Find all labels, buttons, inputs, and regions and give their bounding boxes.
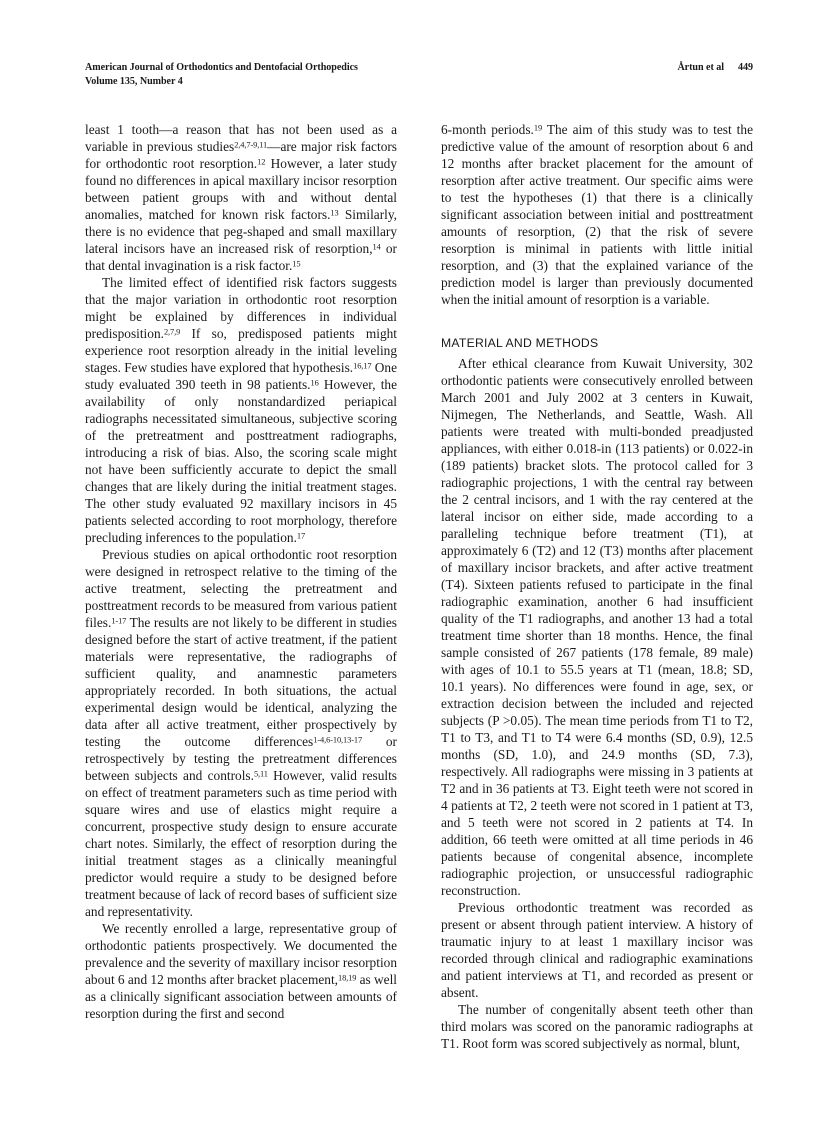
- section-heading-material-and-methods: MATERIAL AND METHODS: [441, 336, 599, 350]
- paragraph: [441, 899, 753, 1001]
- reference-superscript: 5,11: [253, 769, 268, 779]
- text-segment: The aim of this study was to test the predictive value of the amount of resorption about 6 and 12 months after bracket placement for the amount of resorption after active treatment. Our specific aims were to test the hypotheses (1) that there is a clinically significant association between initial and posttreatment amounts of resorption, (2) that the risk of severe resorption is minimal in patients with little initial resorption, and (3) that the explained variance of the prediction model is larger than previously documented when the initial amount of resorption is a variable.: [441, 122, 753, 307]
- left-column: [85, 121, 397, 1036]
- reference-superscript: 13: [330, 208, 339, 218]
- reference-superscript: 19: [533, 123, 543, 133]
- reference-superscript: 1-4,6-10,13-17: [313, 735, 363, 745]
- text-segment: After ethical clearance from Kuwait University, 302 orthodontic patients were consecutively enrolled between March 2001 and July 2002 at 3 centers in Kuwait, Nijmegen, The Netherlands, and Seattle, Wash. All patients were treated with multi-bonded preadjusted appliances, with either 0.018-in (113 patients) or 0.022-in (189 patients) bracket slots. The protocol called for 3 radiographic projections, 1 with the central ray between the 2 central incisors, and 1 with the ray centered at the lateral incisor on either side, made according to a paralleling technique before treatment (T1), at approximately 6 (T2) and 12 (T3) months after placement of maxillary incisor brackets, and after active treatment (T4). Sixteen patients refused to participate in the final radiographic examination, another 6 had insufficient quality of the T1 radiographs, and another 13 had a total treatment time shorter than 18 months. Hence, the final sample consisted of 267 patients (178 female, 89 male) with ages of 10.1 to 55.5 years at T1 (mean, 18.8; SD, 10.1 years). No differences were found in age, sex, or extraction decision between the included and rejected subjects (P >0.05). The mean time periods from T1 to T2, T1 to T3, and T1 to T4 were 6.4 months (SD, 0.9), 12.5 months (SD, 1.0), and 24.9 months (SD, 7.3), respectively. All radiographs were missing in 3 patients at T2 and in 36 patients at T3. Eight teeth were not scored in 4 patients at T2, 2 teeth were not scored in 1 patient at T3, and 5 teeth were not scored in 2 patients at T4. In addition, 66 teeth were omitted at all time periods in 46 patients because of congenital absence, incomplete radiographic projection, or unsuccessful radiographic reconstruction.: [441, 356, 753, 898]
- text-segment: However, the availability of only nonstandardized periapical radiographs necessitated simultaneous, subjective scoring of the pretreatment and posttreatment radiographs, introducing a risk of bias. Also, the scoring scale might not have been sufficiently accurate to depict the small changes that are likely during the initial treatment stages. The other study evaluated 92 maxillary incisors in 45 patients selected according to root morphology, therefore precluding inferences to the population.: [85, 377, 397, 545]
- text-segment: One study evaluated 390 teeth in 98 patients.: [85, 360, 398, 392]
- text-segment: The results are not likely to be different in studies designed before the start of active treatment, if the patient materials were representative, the radiographs of sufficient quality, and anamnestic parameters appropriately recorded. In both situations, the actual experimental design would be identical, analyzing the data after all active treatment, either prospectively by testing the outcome differences: [85, 615, 397, 749]
- text-segment: Previous studies on apical orthodontic root resorption were designed in retrospect relative to the timing of the active treatment, selecting the pretreatment and posttreatment records to be measured from various patient files.: [85, 547, 397, 630]
- running-head-authors-page: [677, 61, 753, 75]
- reference-superscript: 12: [257, 157, 266, 167]
- journal-title: American Journal of Orthodontics and Dentofacial Orthopedics: [85, 62, 358, 73]
- text-segment: least 1 tooth—a reason that has not been used as a variable in previous studies: [85, 122, 397, 154]
- text-segment: We recently enrolled a large, representative group of orthodontic patients prospectively. We documented the prevalence and the severity of maxillary incisor resorption about 6 and 12 months after bracket placement,: [85, 921, 397, 987]
- text-segment: However, valid results on effect of treatment parameters such as time period with square wires and use of elastics might require a concurrent, prospective study design to ensure accurate chart notes. Similarly, the effect of resorption during the initial treatment stages as a clinically meaningful predictor would require a study to be designed before treatment because of lack of record bases of sufficient size and representativity.: [85, 768, 398, 919]
- page-number: 449: [738, 62, 753, 73]
- paragraph-continuation: [441, 121, 753, 308]
- paragraph: [441, 1001, 753, 1052]
- reference-superscript: 18,19: [338, 973, 357, 983]
- reference-superscript: 2,4,7-9,11: [234, 140, 268, 150]
- reference-superscript: 16,17: [353, 361, 372, 371]
- reference-superscript: 2,7,9: [163, 327, 181, 337]
- paragraph-continuation: [85, 121, 397, 274]
- text-segment: The number of congenitally absent teeth other than third molars was scored on the panoramic radiographs at T1. Root form was scored subjectively as normal, blunt,: [441, 1002, 753, 1051]
- reference-superscript: 17: [296, 531, 306, 541]
- paragraph: [441, 355, 753, 899]
- reference-superscript: 14: [372, 242, 381, 252]
- text-segment: or that dental invagination is a risk factor.: [85, 241, 397, 273]
- text-segment: If so, predisposed patients might experience root resorption already in the initial leveling stages. Few studies have explored that hypothesis.: [85, 326, 397, 375]
- text-segment: 6-month periods.: [441, 122, 534, 137]
- paragraph: [85, 546, 397, 920]
- two-column-body: [85, 121, 753, 1051]
- reference-superscript: 15: [292, 259, 301, 269]
- paragraph: [85, 920, 397, 1022]
- journal-volume-issue: Volume 135, Number 4: [85, 76, 183, 88]
- text-segment: Similarly, there is no evidence that peg-shaped and small maxillary lateral incisors have an increased risk of resorption,: [85, 207, 397, 256]
- reference-superscript: 1-17: [111, 616, 127, 626]
- text-segment: However, a later study found no differences in apical maxillary incisor resorption between patient groups with and without dental anomalies, matched for known risk factors.: [85, 156, 397, 222]
- spacer: [441, 308, 753, 335]
- text-segment: Previous orthodontic treatment was recorded as present or absent through patient interview. A history of traumatic injury to at least 1 maxillary incisor was recorded through clinical and radiographic examinations and patient interviews at T1, and recorded as present or absent.: [441, 900, 753, 1000]
- text-segment: The limited effect of identified risk factors suggests that the major variation in orthodontic root resorption might be explained by differences in individual predisposition.: [85, 275, 397, 341]
- author-citation: Årtun et al: [677, 62, 724, 73]
- text-segment: or retrospectively by testing the pretreatment differences between subjects and controls.: [85, 734, 398, 783]
- right-column: [441, 121, 753, 1051]
- text-segment: —are major risk factors for orthodontic root resorption.: [85, 139, 397, 171]
- running-head-journal: [85, 61, 358, 89]
- reference-superscript: 16: [310, 378, 319, 388]
- paragraph: [85, 274, 397, 546]
- running-head: [85, 61, 753, 89]
- text-segment: as well as a clinically significant association between amounts of resorption during the first and second: [85, 972, 397, 1021]
